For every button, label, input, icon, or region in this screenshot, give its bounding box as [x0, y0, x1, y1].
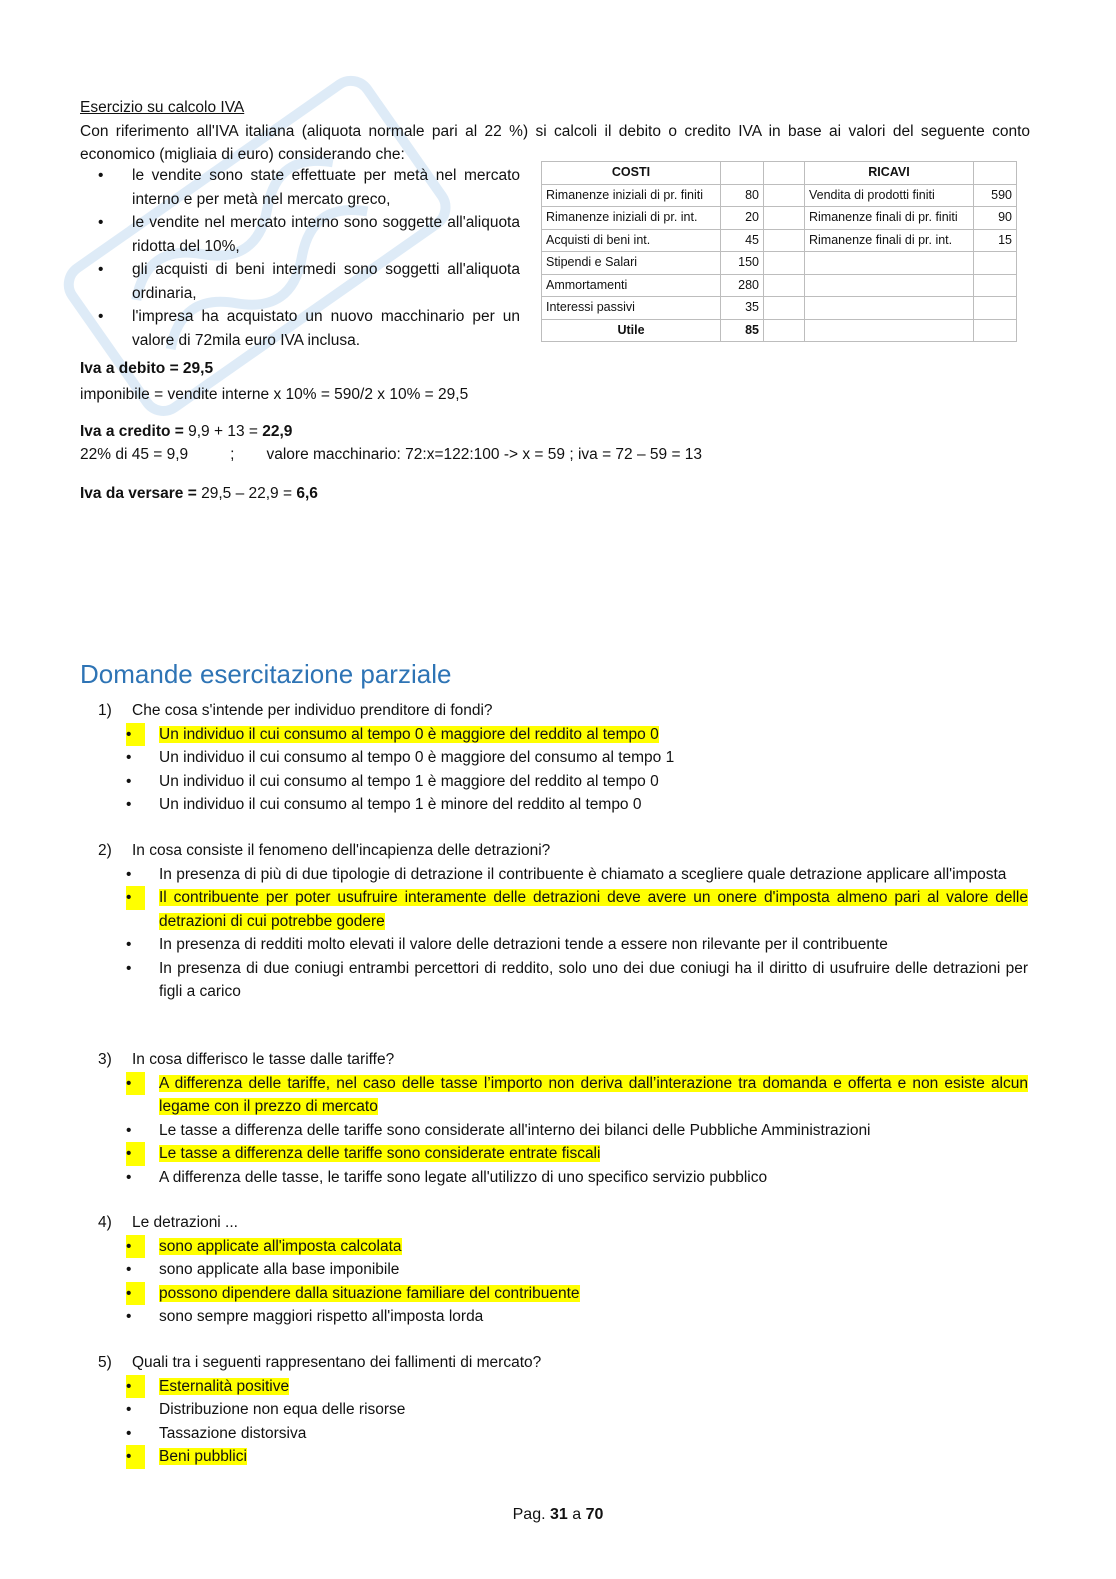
answer-item: • Le tasse a differenza delle tariffe sono considerate entrate fiscali — [98, 1142, 1028, 1166]
revenues-header: RICAVI — [805, 162, 974, 185]
question-4: 4) Le detrazioni ... • sono applicate all'imposta calcolata • sono applicate alla base imponibile • possono dipendere dalla situazione familiare del contribuente • sono sempre maggiori rispetto all'imposta lorda — [98, 1211, 1028, 1329]
conditions-list — [80, 164, 520, 352]
answer-item: • Le tasse a differenza delle tariffe sono considerate all'interno dei bilanci delle Pubbliche Amministrazioni — [98, 1119, 1028, 1143]
table-row: Acquisti di beni int. 45 Rimanenze finali di pr. int. 15 — [542, 229, 1017, 252]
pay-line: Iva da versare = 29,5 – 22,9 = 6,6 — [80, 485, 318, 502]
answer-item: • A differenza delle tasse, le tariffe sono legate all'utilizzo di uno specifico servizio pubblico — [98, 1166, 1028, 1190]
answer-item: • Tassazione distorsiva — [98, 1422, 1028, 1446]
answer-item: • sono applicate alla base imponibile — [98, 1258, 1028, 1282]
question-1: 1) Che cosa s'intende per individuo prenditore di fondi? • Un individuo il cui consumo al tempo 0 è maggiore del reddito al tempo 0 • Un individuo il cui consumo al tempo 0 è maggiore del consumo al tempo 1 • Un individuo il cui consumo al tempo 1 è maggiore del reddito al tempo 0 • Un individuo il cui consumo al tempo 1 è minore del reddito al tempo 0 — [98, 699, 1028, 817]
answer-item: • In presenza di due coniugi entrambi percettori di reddito, solo uno dei due coniugi ha il diritto di usufruire delle detrazioni per figli a carico — [98, 957, 1028, 1004]
answer-item: • sono applicate all'imposta calcolata — [98, 1235, 1028, 1259]
answer-item: • sono sempre maggiori rispetto all'imposta lorda — [98, 1305, 1028, 1329]
costs-header: COSTI — [542, 162, 721, 185]
debit-detail: imponibile = vendite interne x 10% = 590/2 x 10% = 29,5 — [80, 386, 469, 403]
income-statement-table — [541, 161, 1017, 342]
exercise-title: Esercizio su calcolo IVA — [80, 99, 245, 116]
condition-item: • le vendite nel mercato interno sono soggette all'aliquota ridotta del 10%, — [80, 211, 520, 258]
question-5: 5) Quali tra i seguenti rappresentano dei fallimenti di mercato? • Esternalità positive • Distribuzione non equa delle risorse • Tassazione distorsiva • Beni pubblici — [98, 1351, 1028, 1469]
table-row: Interessi passivi 35 — [542, 297, 1017, 320]
answer-item: • In presenza di redditi molto elevati il valore delle detrazioni tende a essere non rilevante per il contribuente — [98, 933, 1028, 957]
answer-item: • Il contribuente per poter usufruire interamente delle detrazioni deve avere un onere d'imposta almeno pari al valore delle detrazioni di cui potrebbe godere — [98, 886, 1028, 933]
questions-heading: Domande esercitazione parziale — [80, 659, 452, 689]
answer-item: • Distribuzione non equa delle risorse — [98, 1398, 1028, 1422]
answer-item: • Un individuo il cui consumo al tempo 0 è maggiore del consumo al tempo 1 — [98, 746, 1028, 770]
answer-item: • Beni pubblici — [98, 1445, 1028, 1469]
table-row: Rimanenze iniziali di pr. finiti 80 Vendita di prodotti finiti 590 — [542, 184, 1017, 207]
debit-label: Iva a debito = 29,5 — [80, 360, 214, 377]
answer-item: • A differenza delle tariffe, nel caso delle tasse l’importo non deriva dall’interazione tra domanda e offerta e non esiste alcun legame con il prezzo di mercato — [98, 1072, 1028, 1119]
answer-item: • Esternalità positive — [98, 1375, 1028, 1399]
answer-item: • possono dipendere dalla situazione familiare del contribuente — [98, 1282, 1028, 1306]
question-text: Le detrazioni ... — [132, 1214, 238, 1231]
table-row: Ammortamenti 280 — [542, 274, 1017, 297]
page-number: 31 — [549, 1506, 568, 1523]
answer-item: • Un individuo il cui consumo al tempo 1 è maggiore del reddito al tempo 0 — [98, 770, 1028, 794]
answer-item: • Un individuo il cui consumo al tempo 0 è maggiore del reddito al tempo 0 — [98, 723, 1028, 747]
question-text: Quali tra i seguenti rappresentano dei fallimenti di mercato? — [132, 1354, 542, 1371]
question-2: 2) In cosa consiste il fenomeno dell'incapienza delle detrazioni? • In presenza di più di due tipologie di detrazione il contribuente è chiamato a scegliere quale detrazione applicare all'imposta • Il contribuente per poter usufruire interamente delle detrazioni deve avere un onere d'imposta almeno pari al valore delle detrazioni di cui potrebbe godere • In presenza di redditi molto elevati il valore delle detrazioni tende a essere non rilevante per il contribuente • In presenza di due coniugi entrambi percettori di reddito, solo uno dei due coniugi ha il diritto di usufruire delle detrazioni per figli a carico — [98, 839, 1028, 1004]
question-3: 3) In cosa differisco le tasse dalle tariffe? • A differenza delle tariffe, nel caso delle tasse l’importo non deriva dall’interazione tra domanda e offerta e non esiste alcun legame con il prezzo di mercato • Le tasse a differenza delle tariffe sono considerate all'interno dei bilanci delle Pubbliche Amministrazioni • Le tasse a differenza delle tariffe sono considerate entrate fiscali • A differenza delle tasse, le tariffe sono legate all'utilizzo di uno specifico servizio pubblico — [98, 1048, 1028, 1189]
answer-item: • In presenza di più di due tipologie di detrazione il contribuente è chiamato a scegliere quale detrazione applicare all'imposta — [98, 863, 1028, 887]
credit-line: Iva a credito = 9,9 + 13 = 22,9 — [80, 423, 293, 440]
answer-item: • Un individuo il cui consumo al tempo 1 è minore del reddito al tempo 0 — [98, 793, 1028, 817]
condition-item: • l'impresa ha acquistato un nuovo macchinario per un valore di 72mila euro IVA inclusa. — [80, 305, 520, 352]
question-text: In cosa differisco le tasse dalle tariffe? — [132, 1051, 395, 1068]
page-total: 70 — [585, 1506, 604, 1523]
credit-detail: 22% di 45 = 9,9 ; valore macchinario: 72:x=122:100 -> x = 59 ; iva = 72 – 59 = 13 — [80, 446, 703, 463]
condition-item: • gli acquisti di beni intermedi sono soggetti all'aliquota ordinaria, — [80, 258, 520, 305]
table-row-total: Utile 85 — [542, 319, 1017, 342]
condition-item: • le vendite sono state effettuate per metà nel mercato interno e per metà nel mercato greco, — [80, 164, 520, 211]
table-row: Stipendi e Salari 150 — [542, 252, 1017, 275]
table-header-row — [542, 162, 1017, 185]
question-text: In cosa consiste il fenomeno dell'incapienza delle detrazioni? — [132, 842, 551, 859]
table-row: Rimanenze iniziali di pr. int. 20 Rimanenze finali di pr. finiti 90 — [542, 207, 1017, 230]
question-text: Che cosa s'intende per individuo prenditore di fondi? — [132, 702, 493, 719]
exercise-section — [80, 96, 1030, 167]
exercise-intro: Con riferimento all'IVA italiana (aliquota normale pari al 22 %) si calcoli il debito o credito IVA in base ai valori del seguente conto economico (migliaia di euro) considerando che: — [80, 122, 1030, 163]
page-footer: Pag. 31 a 70 — [512, 1506, 604, 1523]
